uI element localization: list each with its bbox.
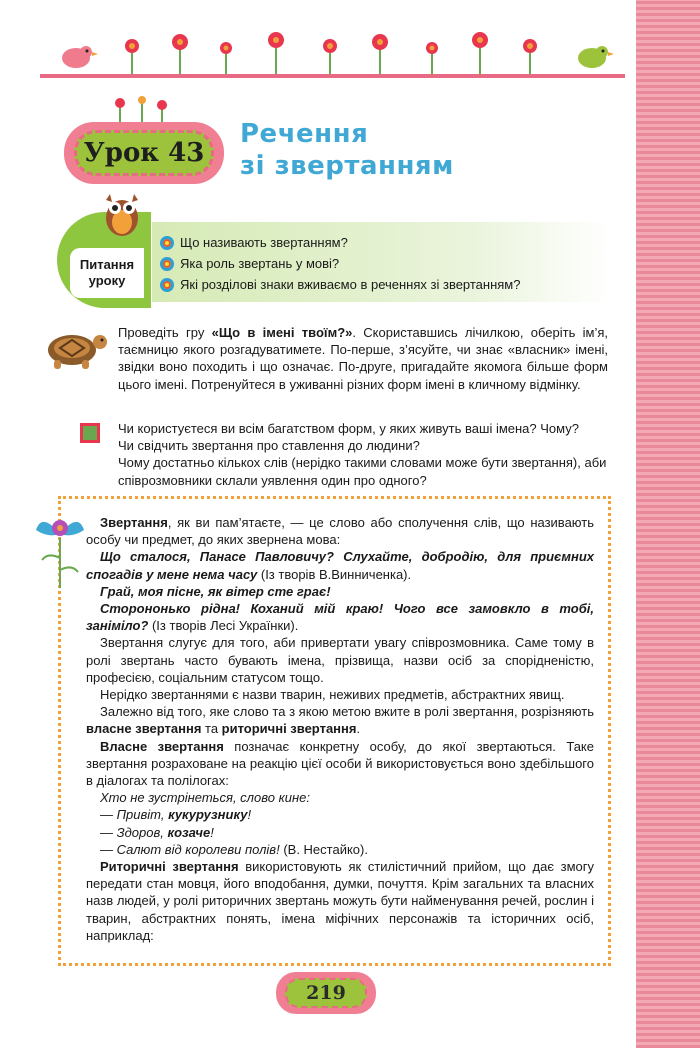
dialog-line: — Привіт, кукурузнику!: [100, 807, 252, 823]
discussion-marker-icon: [80, 423, 100, 443]
owl-icon: [100, 190, 144, 238]
lesson-title-line1: Речення: [240, 119, 369, 149]
bird-left-icon: [62, 46, 98, 68]
game-name: «Що в імені твоїм?»: [211, 325, 353, 340]
example-2: Грай, моя пісне, як вітер сте грає!: [100, 583, 331, 599]
scalloped-edge: [626, 0, 646, 1048]
dialog-line: — Салют від королеви полів! (В. Нестайко).: [100, 841, 368, 857]
intro-paragraph: Проведіть гру «Що в імені твоїм?». Скориставшись лічилкою, оберіть ім’я, таємницю якого розгадуватимете. По-перше, з’ясуйте, чи знає «власник» імені, звідки воно походить і що означає. По-друге, пригадайте якомога більше форм цього імені. Потренуйтеся в уживанні різних форм імені в кличному відмінку.: [118, 325, 608, 392]
questions-label-line2: уроку: [88, 273, 126, 288]
page-number-badge: [276, 972, 376, 1014]
example-3: Сторононько рідна! Коханий мій краю! Чого все замовкло в тобі, заніміло? (Із творів Лесі Українки).: [86, 601, 594, 634]
theory-paragraph-types: Залежно від того, яке слово та з якою метою вжите в ролі звертання, розрізняють власне звертання та риторичні звертання.: [86, 704, 594, 737]
theory-text: [86, 514, 594, 944]
theory-paragraph-rhetorical: Риторичні звертання використовують як стилістичний прийом, що дає змогу передати стан мовця, його вподобання, думки, почуття. Крім загальних та власних назв людей, у ролі риторичних звертань можуть бути найменування речей, рослин і тварин, абстрактних понять, імена міфічних персонажів та історичних осіб, наприклад:: [86, 859, 594, 943]
theory-paragraph-definition: Звертання, як ви пам’ятаєте, — це слово або сполучення слів, що називають особу чи предмет, до яких звернена мова:: [86, 515, 594, 548]
dialog-line: Хто не зустрінеться, слово кине:: [100, 790, 310, 806]
lesson-number: Урок 43: [74, 130, 214, 176]
lesson-title: [240, 118, 454, 182]
questions-tab-label: [70, 248, 144, 298]
theory-paragraph-purpose: Звертання слугує для того, аби привертати увагу співрозмовника. Саме тому в ролі звертань часто бувають імена, прізвища, назви осіб за спорідненістю, професією, соціальним статусом тощо.: [86, 635, 594, 685]
bullet-icon: [160, 278, 174, 292]
question-item: Що називають звертанням?: [160, 232, 520, 253]
bird-right-icon: [578, 46, 614, 68]
side-decorative-band: [636, 0, 700, 1048]
bullet-icon: [160, 257, 174, 271]
bullet-icon: [160, 236, 174, 250]
dialog-line: — Здоров, козаче!: [100, 824, 214, 840]
question-item: Які розділові знаки вживаємо в реченнях зі звертанням?: [160, 274, 520, 295]
question-item: Яка роль звертань у мові?: [160, 253, 520, 274]
page-number: 219: [285, 978, 367, 1008]
example-1: Що сталося, Панасе Павловичу? Слухайте, добродію, для приємних спогадів у мене нема часу (Із творів В.Винниченка).: [86, 549, 594, 582]
floral-border-decoration: [40, 30, 625, 90]
questions-label-line1: Питання: [79, 257, 135, 272]
theory-paragraph-animals: Нерідко звертаннями є назви тварин, неживих предметів, абстрактних явищ.: [100, 687, 565, 703]
turtle-icon: [42, 322, 108, 372]
flower-icon: [32, 508, 88, 588]
lesson-title-line2: зі звертанням: [240, 151, 454, 181]
discussion-questions: Чи користуєтеся ви всім багатством форм, у яких живуть ваші імена? Чому? Чи свідчить звертання про ставлення до людини? Чому достатньо кількох слів (нерідко такими словами може бути звертання), аби співрозмовники склали уявлення один про одного?: [118, 421, 607, 488]
theory-paragraph-proper: Власне звертання позначає конкретну особу, до якої звертаються. Таке звертання розраховане на реакцію цієї особи й використовується воно здебільшого в діалогах та полілогах:: [86, 738, 594, 789]
questions-list: [160, 232, 520, 295]
lesson-badge: [64, 122, 224, 184]
